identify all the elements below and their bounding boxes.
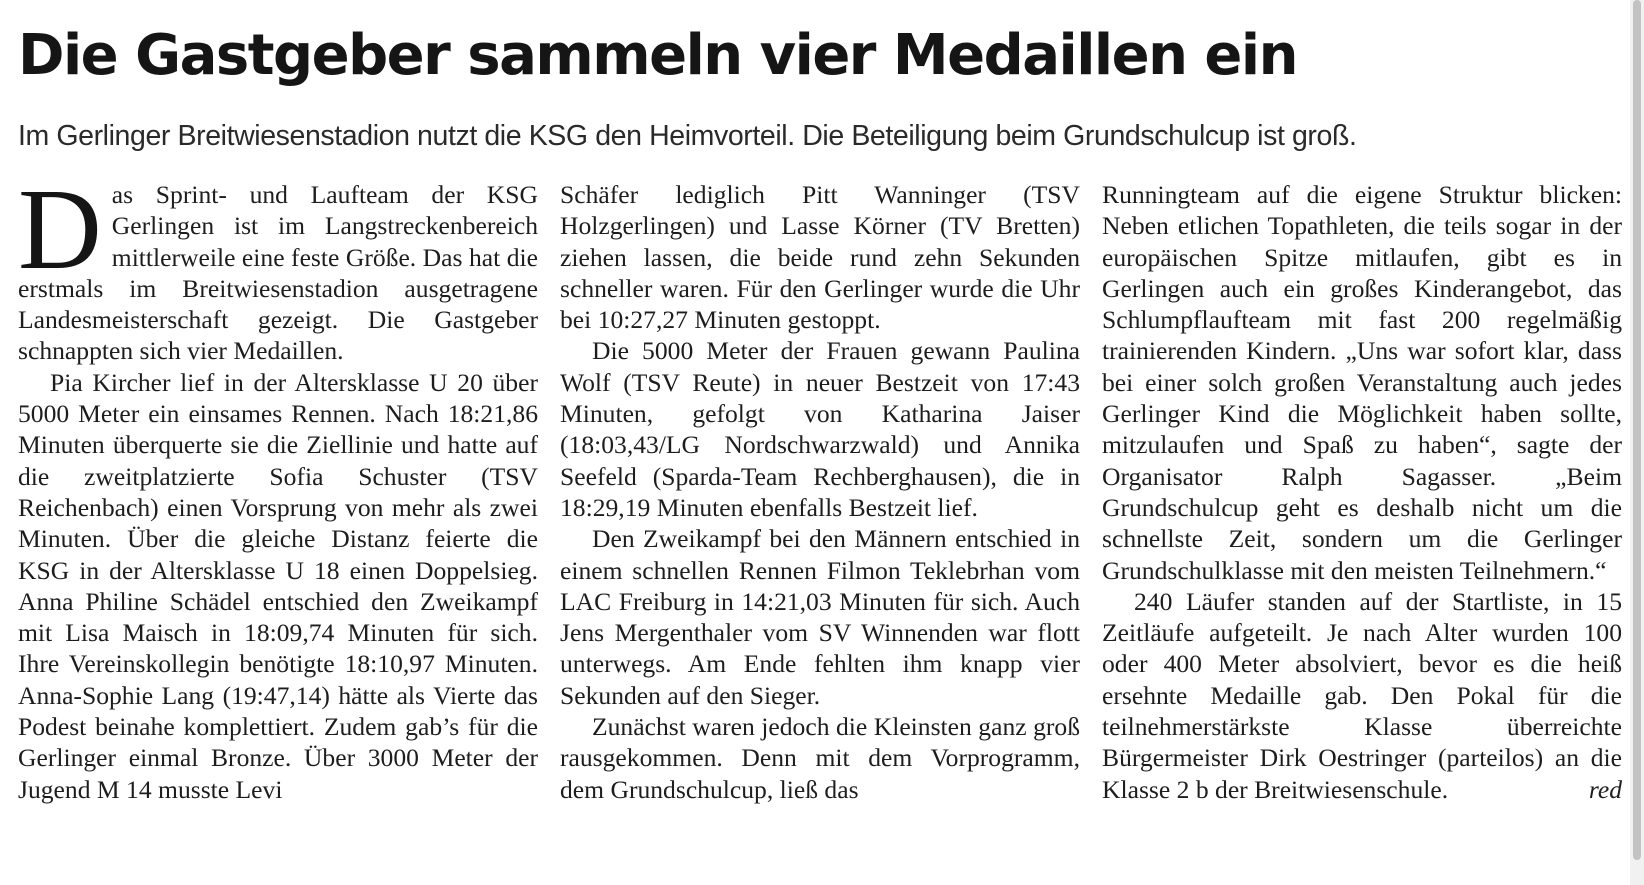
column-3 <box>1102 179 1622 859</box>
paragraph <box>18 179 538 367</box>
paragraph: Den Zweikampf bei den Männern entschied in einem schnellen Rennen Filmon Teklebrhan vom LAC Freiburg in 14:21,03 Minuten für sich. Auch Jens Mergenthaler vom SV Winnenden war flott unterwegs. Am Ende fehlten ihm knapp vier Sekunden auf den Sieger. <box>560 524 1080 710</box>
article-subline: Im Gerlinger Breitwiesenstadion nutzt die KSG den Heimvorteil. Die Beteiligung beim Grundschulcup ist groß. <box>18 120 1357 152</box>
paragraph-text: 240 Läufer standen auf der Startliste, in 15 Zeitläufe aufgeteilt. Je nach Alter wurden 100 oder 400 Meter absolviert, bevor es die heiß ersehnte Medaille gab. Den Pokal für die teilnehmerstärkste Klasse überreichte Bürgermeister Dirk Oestringer (parteilos) an die Klasse 2 b der Breitwiesenschule. <box>1102 586 1622 804</box>
drop-cap: D <box>18 179 102 294</box>
vertical-scrollbar[interactable] <box>1630 0 1644 885</box>
paragraph-text: as Sprint- und Laufteam der KSG Gerlingen ist im Langstreckenbereich mittlerweile eine feste Größe. Das hat die erstmals im Breitwiesenstadion ausgetragene Landesmeisterschaft gezeigt. Die Gastgeber schnappten sich vier Medaillen. <box>18 180 538 366</box>
paragraph: Zunächst waren jedoch die Kleinsten ganz groß rausgekommen. Denn mit dem Vorprogramm, dem Grundschulcup, ließ das <box>560 712 1080 804</box>
article-headline: Die Gastgeber sammeln vier Medaillen ein <box>18 23 1297 88</box>
paragraph <box>1102 586 1622 805</box>
article-body <box>18 179 1622 859</box>
paragraph: Runningteam auf die eigene Struktur blicken: Neben etlichen Topathleten, die teils sogar in der europäischen Spitze mitlaufen, gibt es in Gerlingen auch ein großes Kinderangebot, das Schlumpflaufteam mit fast 200 regelmäßig trainierenden Kindern. „Uns war sofort klar, dass bei einer solch großen Veranstaltung auch jedes Gerlinger Kind die Möglichkeit haben sollte, mitzulaufen und Spaß zu haben“, sagte der Organisator Ralph Sagasser. „Beim Grundschulcup geht es deshalb nicht um die schnellste Zeit, sondern um die Gerlinger Grundschulklasse mit den meisten Teilnehmern.“ <box>1102 180 1622 585</box>
column-1 <box>18 179 538 859</box>
author-signature: red <box>1588 774 1622 804</box>
scrollbar-thumb[interactable] <box>1633 0 1641 860</box>
paragraph: Schäfer lediglich Pitt Wanninger (TSV Holzgerlingen) und Lasse Körner (TV Bretten) ziehen lassen, die beide rund zehn Sekunden schneller waren. Für den Gerlinger wurde die Uhr bei 10:27,27 Minuten gestoppt. <box>560 180 1080 335</box>
paragraph: Pia Kircher lief in der Altersklasse U 20 über 5000 Meter ein einsames Rennen. Nach 18:21,86 Minuten überquerte sie die Ziellinie und hatte auf die zweitplatzierte Sofia Schuster (TSV Reichenbach) einen Vorsprung von mehr als zwei Minuten. Über die gleiche Distanz feierte die KSG in der Altersklasse U 18 einen Doppelsieg. Anna Philine Schädel entschied den Zweikampf mit Lisa Maisch in 18:09,74 Minuten für sich. Ihre Vereinskollegin benötigte 18:10,97 Minuten. Anna-Sophie Lang (19:47,14) hätte als Vierte das Podest beinahe komplettiert. Zudem gab’s für die Gerlinger einmal Bronze. Über 3000 Meter der Jugend M 14 musste Levi <box>18 367 538 804</box>
column-2 <box>560 179 1080 859</box>
paragraph: Die 5000 Meter der Frauen gewann Paulina Wolf (TSV Reute) in neuer Bestzeit von 17:43 Minuten, gefolgt von Katharina Jaiser (18:03,43/LG Nordschwarzwald) und Annika Seefeld (Sparda-Team Rechberghausen), die in 18:29,19 Minuten ebenfalls Bestzeit lief. <box>560 336 1080 522</box>
